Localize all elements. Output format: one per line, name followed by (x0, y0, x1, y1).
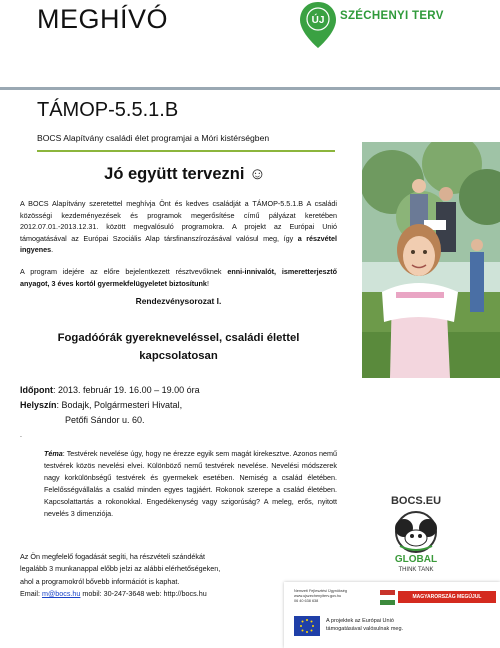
funding-footer (284, 582, 500, 648)
place-label: Helyszín (20, 400, 57, 410)
contact-line-2: legalább 3 munkanappal előbb jelzi az alábbi elérhetőségeken, (20, 564, 221, 574)
contact-line-1: Az Ön megfelelő fogadását segíti, ha részvételi szándékát (20, 552, 205, 561)
agency-info (294, 589, 347, 604)
bocs-logo-global: GLOBAL (394, 554, 438, 565)
event-title-line-1: Fogadóórák gyerekneveléssel, családi élettel (57, 332, 300, 344)
intro-paragraph-2 (20, 266, 337, 289)
place-value: : Bodajk, Polgármesteri Hivatal, (56, 400, 183, 410)
event-title-line-2: kapcsolatosan (139, 350, 218, 362)
contact-rest: mobil: 30-247-3648 web: http://bocs.hu (80, 589, 207, 599)
header-divider (0, 87, 500, 90)
hungary-renewal-band: MAGYARORSZÁG MEGÚJUL (398, 591, 496, 603)
intro-p1-text: A BOCS Alapítvány szeretettel meghívja Önt és kedves családját a TÁMOP-5.5.1.B A családi közösségi kezdeményezések és programok megerősítése című pályázat keretében 2012.07.01.-2013.12.31. között megvalósuló programokra. A projekt az Európai Unió támogatásával az Európai Szociális Alap társfinanszírozásával valósul meg, így (20, 199, 337, 243)
series-label: Rendezvénysorozat I. (135, 296, 222, 306)
intro-p2-text: A program idejére az előre bejelentkezett résztvevőknek (20, 267, 228, 276)
szechenyi-terv-logo (298, 0, 498, 50)
hungary-flag-icon (380, 590, 395, 605)
email-label: Email: (20, 589, 42, 599)
uj-pin-icon (298, 0, 338, 50)
contact-line-4 (20, 588, 220, 600)
eu-text-line-1: A projektek az Európai Unió (326, 618, 394, 624)
logo-pin-text: ÚJ (311, 15, 325, 26)
green-divider (37, 150, 335, 152)
eu-text-line-2: támogatásával valósulnak meg. (326, 625, 404, 632)
agency-web: www.ujszechenyiterv.gov.hu (294, 594, 342, 598)
email-link[interactable]: m@bocs.hu (41, 589, 81, 599)
intro-paragraph-1 (20, 198, 337, 256)
eu-support-text (326, 618, 403, 633)
time-label: Időpont (20, 385, 53, 395)
event-time (20, 383, 200, 398)
contact-line-3: ahol a programokról bővebb információt is kaphat. (20, 576, 180, 586)
eu-flag-icon (294, 616, 320, 636)
page-title: MEGHÍVÓ (37, 4, 169, 34)
family-photo (362, 142, 500, 378)
intro-p2-bold: enni-innivalót, ismeretterjesztő anyagot, 3 éves kortól gyermekfelügyeletet biztosítunk (20, 267, 337, 288)
bocs-global-think-tank-logo (374, 490, 458, 574)
agency-phone: 06 40 638 638 (294, 599, 319, 603)
bocs-logo-think-tank: THINK TANK (398, 567, 434, 573)
event-title (20, 329, 337, 365)
logo-text: SZÉCHENYI TERV (340, 10, 444, 22)
time-value: : 2013. február 19. 16.00 – 19.00 óra (53, 385, 200, 395)
intro-p1-bold: a részvétel ingyenes (20, 233, 337, 255)
agency-name: Nemzeti Fejlesztési Ügynökség (294, 589, 347, 593)
headline: Jó együtt tervezni ☺ (104, 165, 266, 183)
bocs-logo-top: BOCS.EU (390, 495, 442, 507)
program-subtitle: BOCS Alapítvány családi élet programjai a Móri kistérségben (37, 133, 270, 143)
dot-mark: . (20, 432, 22, 439)
topic-label: Téma (44, 449, 63, 458)
program-code: TÁMOP-5.5.1.B (37, 99, 179, 121)
topic-text: : Testvérek nevelése úgy, hogy ne érezze egyik sem magát kirekesztve. Azonos nemű testvérek közös nevelési elvei. Különböző nemű testvérek nevelése. Nevelési módszerek nagy korkülönbségű testvérek és gyermekek esetében. Nemiség a család életében. Felelősségvállalás a család minden egyes tagjáért. Rokonok szerepe a család életében. Kapcsolattartás a rokonokkal. Engedékenység vagy szigorúság? A meleg, erős, nyitott nevelés 3 dimenziója. (44, 449, 337, 518)
contact-paragraph (20, 551, 220, 601)
event-place (20, 398, 182, 413)
event-address: Petőfi Sándor u. 60. (65, 415, 145, 425)
intro-p2-end: ! (206, 278, 209, 288)
topic-paragraph (44, 448, 337, 520)
intro-p1-end: . (51, 245, 54, 255)
